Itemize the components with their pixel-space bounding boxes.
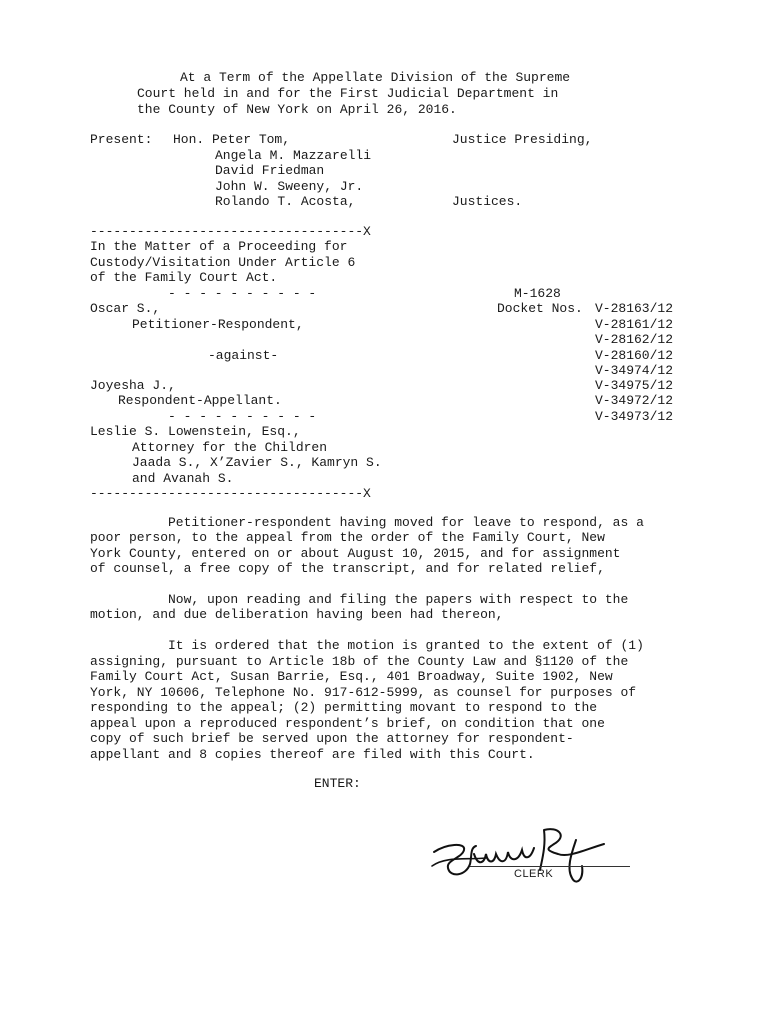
heading-line-3: the County of New York on April 26, 2016. bbox=[137, 102, 457, 117]
docket-number: V-28163/12 bbox=[595, 301, 674, 316]
petitioner-role: Petitioner-Respondent, bbox=[132, 317, 304, 332]
motion-number: M-1628 bbox=[514, 286, 561, 301]
docket-number: V-28162/12 bbox=[595, 332, 674, 347]
para3-line-8: appellant and 8 copies thereof are filed with this Court. bbox=[90, 747, 535, 762]
attorney-line-2: Attorney for the Children bbox=[132, 440, 328, 455]
caption-top-rule: -----------------------------------X bbox=[90, 224, 371, 239]
para1-line-3: York County, entered on or about August 10, 2015, and for assignment bbox=[90, 546, 621, 561]
judge-5: Rolando T. Acosta, bbox=[215, 194, 356, 209]
judge-4: John W. Sweeny, Jr. bbox=[215, 179, 364, 194]
attorney-line-4: and Avanah S. bbox=[132, 471, 234, 486]
para2-line-2: motion, and due deliberation having been had thereon, bbox=[90, 607, 504, 622]
presiding-role: Justice Presiding, bbox=[452, 132, 593, 147]
para1-line-2: poor person, to the appeal from the order of the Family Court, New bbox=[90, 530, 605, 545]
present-label: Present: bbox=[90, 132, 153, 147]
enter-label: ENTER: bbox=[314, 776, 361, 791]
para3-line-4: York, NY 10606, Telephone No. 917-612-5999, as counsel for purposes of bbox=[90, 685, 637, 700]
attorney-line-3: Jaada S., X’Zavier S., Kamryn S. bbox=[132, 455, 382, 470]
docket-label: Docket Nos. bbox=[497, 301, 583, 316]
judge-2: Angela M. Mazzarelli bbox=[215, 148, 372, 163]
para3-line-1: It is ordered that the motion is granted to the extent of (1) bbox=[168, 638, 644, 653]
against-label: -against- bbox=[208, 348, 279, 363]
justices-role: Justices. bbox=[452, 194, 523, 209]
judge-3: David Friedman bbox=[215, 163, 325, 178]
matter-line-1: In the Matter of a Proceeding for bbox=[90, 239, 348, 254]
para3-line-3: Family Court Act, Susan Barrie, Esq., 401 Broadway, Suite 1902, New bbox=[90, 669, 613, 684]
para3-line-2: assigning, pursuant to Article 18b of the County Law and §1120 of the bbox=[90, 654, 629, 669]
matter-line-3: of the Family Court Act. bbox=[90, 270, 278, 285]
docket-number: V-34974/12 bbox=[595, 363, 674, 378]
para3-line-7: copy of such brief be served upon the attorney for respondent- bbox=[90, 731, 574, 746]
para1-line-1: Petitioner-respondent having moved for leave to respond, as a bbox=[168, 515, 644, 530]
matter-line-2: Custody/Visitation Under Article 6 bbox=[90, 255, 356, 270]
signature-line bbox=[470, 866, 630, 867]
para3-line-5: responding to the appeal; (2) permitting movant to respond to the bbox=[90, 700, 598, 715]
para1-line-4: of counsel, a free copy of the transcript, and for related relief, bbox=[90, 561, 605, 576]
caption-bottom-rule: -----------------------------------X bbox=[90, 486, 371, 501]
docket-number: V-34972/12 bbox=[595, 393, 674, 408]
respondent-role: Respondent-Appellant. bbox=[118, 393, 282, 408]
attorney-line-1: Leslie S. Lowenstein, Esq., bbox=[90, 424, 301, 439]
docket-number: V-28161/12 bbox=[595, 317, 674, 332]
docket-number: V-34975/12 bbox=[595, 378, 674, 393]
respondent-name: Joyesha J., bbox=[90, 378, 176, 393]
heading-line-2: Court held in and for the First Judicial Department in bbox=[137, 86, 559, 101]
caption-divider-2: - - - - - - - - - - bbox=[168, 409, 317, 424]
para2-line-1: Now, upon reading and filing the papers with respect to the bbox=[168, 592, 629, 607]
para3-line-6: appeal upon a reproduced respondent’s brief, on condition that one bbox=[90, 716, 605, 731]
caption-divider: - - - - - - - - - - bbox=[168, 286, 317, 301]
docket-number: V-28160/12 bbox=[595, 348, 674, 363]
clerk-label: CLERK bbox=[514, 868, 554, 880]
judge-1: Hon. Peter Tom, bbox=[173, 132, 291, 147]
petitioner-name: Oscar S., bbox=[90, 301, 161, 316]
heading-line-1: At a Term of the Appellate Division of the Supreme bbox=[180, 70, 571, 85]
docket-number: V-34973/12 bbox=[595, 409, 674, 424]
